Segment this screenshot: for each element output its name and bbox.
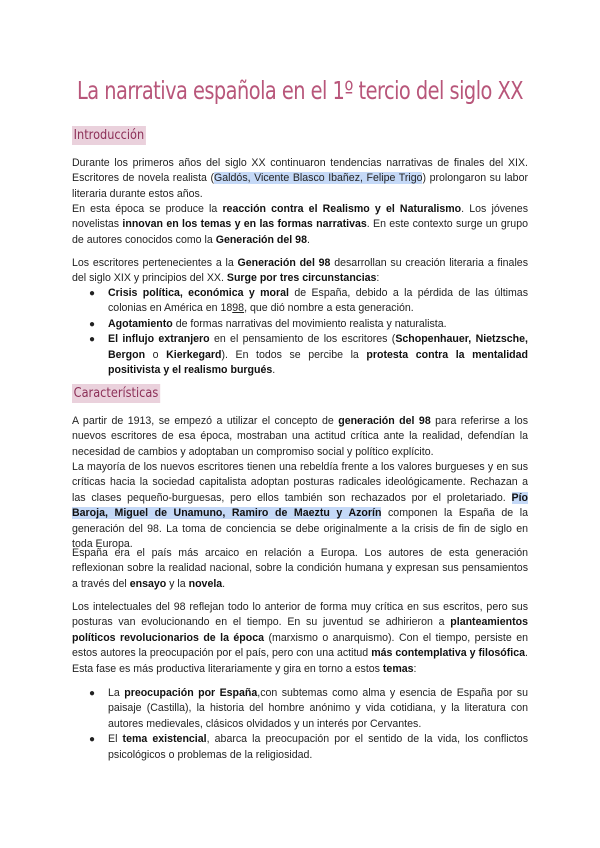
features-paragraph-3: España era el país más arcaico en relación a Europa. Los autores de esta generación reflexionan sobre la realidad nacional, sobre la condición humana y expresan sus pensamientos a través del ensayo y la novela. bbox=[72, 547, 528, 590]
features-paragraph-1: A partir de 1913, se empezó a utilizar el concepto de generación del 98 para referirse a los nuevos escritores de esa época, mostraban una actitud crítica ante la realidad, defendían la necesidad de cambios y adoptaban un compromiso social y político explícito. bbox=[72, 415, 528, 458]
intro-paragraph-2: En esta época se produce la reacción contra el Realismo y el Naturalismo. Los jóvenes novelistas innovan en los temas y en las formas narrativas. En este contexto surge un grupo de autores conocidos como la Generación del 98. bbox=[72, 203, 528, 246]
highlighted-authors: Pío Baroja, Miguel de Unamuno, Ramiro de Maeztu y Azorín bbox=[72, 491, 528, 520]
list-item: ● El tema existencial, abarca la preocupación por el sentido de la vida, los conflictos psicológicos o problemas de la religiosidad. bbox=[89, 733, 528, 761]
intro-paragraph-1: Durante los primeros años del siglo XX continuaron tendencias narrativas de finales del XIX. Escritores de novela realista (Galdós, Vicente Blasco Ibañez, Felipe Trigo) prolongaron su labor literaria durante estos años. bbox=[72, 157, 528, 200]
features-paragraph-2: La mayoría de los nuevos escritores tienen una rebeldía frente a los valores burgueses y en sus críticas hacia la sociedad capitalista adoptan posturas radicales ideológicamente. Rechazan a las clases pequeño-burguesas, pero ellos también son rechazados por el proletariado. Pío Baroja, Miguel de Unamuno, Ramiro de Maeztu y Azorín componen la España de la generación del 98. La toma de conciencia se debe originalmente a la crisis de fin de siglo en toda Europa. bbox=[72, 461, 528, 551]
document-title: La narrativa española en el 1º tercio del siglo XX bbox=[77, 76, 523, 105]
features-paragraph-4: Los intelectuales del 98 reflejan todo lo anterior de forma muy crítica en sus escritos, pero sus posturas van evolucionando en el tiempo. En su juventud se adhirieron a planteamientos políticos revolucionarios de la época (marxismo o anarquismo). Con el tiempo, persiste en estos autores la preocupación por el país, pero con una actitud más contemplativa y filosófica. Esta fase es más productiva literariamente y gira en torno a estos temas: bbox=[72, 601, 528, 675]
bullet-icon: ● bbox=[89, 334, 96, 346]
highlighted-authors: Galdós, Vicente Blasco Ibañez, Felipe Trigo bbox=[214, 172, 423, 185]
bullet-icon: ● bbox=[89, 688, 96, 699]
bullet-icon: ● bbox=[89, 734, 96, 746]
intro-paragraph-3: Los escritores pertenecientes a la Generación del 98 desarrollan su creación literaria a finales del siglo XIX y principios del XX. Surge por tres circunstancias: bbox=[72, 257, 528, 285]
circumstances-list bbox=[72, 286, 528, 378]
list-item: ● Crisis política, económica y moral de España, debido a la pérdida de las últimas colonias en América en 1898, que dió nombre a esta generación. bbox=[89, 287, 529, 315]
list-item: ● El influjo extranjero en el pensamiento de los escritores (Schopenhauer, Nietzsche, Bergon o Kierkegard). En todos se percibe la protesta contra la mentalidad positivista y el realismo burgués. bbox=[89, 333, 529, 377]
bullet-icon: ● bbox=[89, 318, 96, 330]
bullet-icon: ● bbox=[89, 288, 96, 299]
list-item: ● Agotamiento de formas narrativas del movimiento realista y naturalista. bbox=[72, 317, 528, 332]
list-item: ● La preocupación por España,con subtemas como alma y esencia de España por su paisaje (Castilla), la historia del hombre anónimo y vida cotidiana, y la literatura con autores medievales, clásicos olvidados y un interés por Cervantes. bbox=[89, 687, 528, 730]
themes-list bbox=[72, 686, 528, 763]
section-heading-introduccion: Introducción bbox=[73, 127, 145, 143]
section-heading-caracteristicas: Características bbox=[73, 385, 159, 401]
